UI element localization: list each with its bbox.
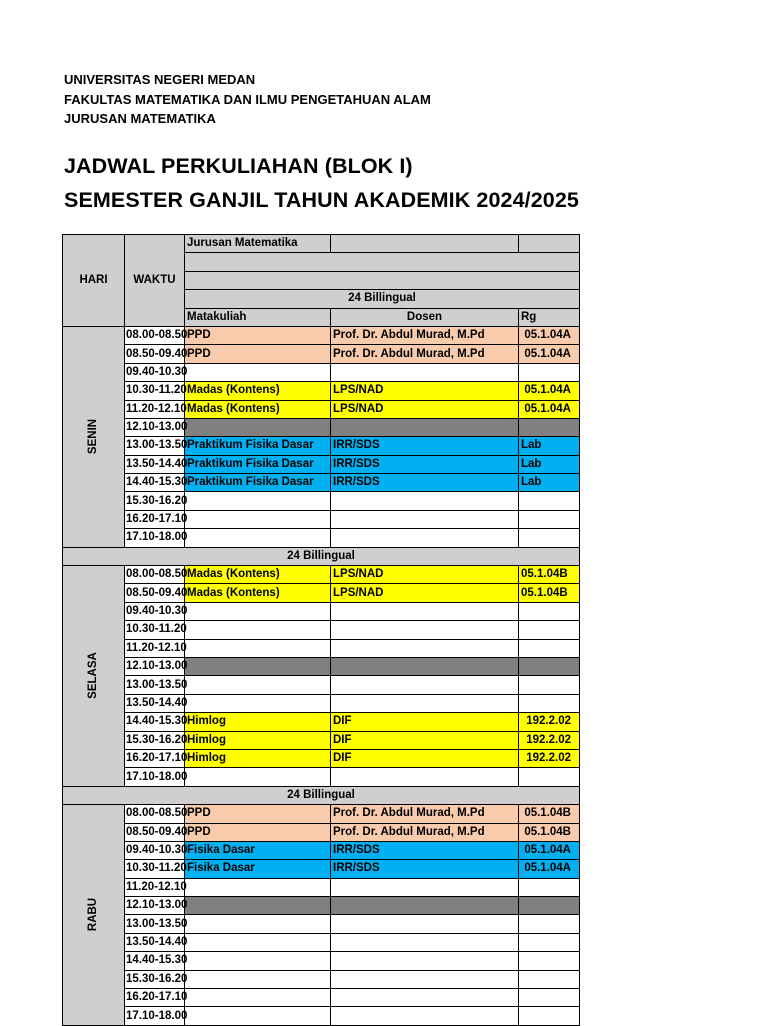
course-cell: PPD — [185, 345, 331, 363]
course-cell — [185, 952, 331, 970]
course-cell: Himlog — [185, 731, 331, 749]
lecturer-cell — [331, 1007, 519, 1025]
room-cell — [519, 989, 580, 1007]
time-slot: 08.00-08.50 — [125, 326, 185, 344]
course-cell — [185, 989, 331, 1007]
lecturer-cell — [331, 639, 519, 657]
class-separator-row — [63, 786, 580, 804]
schedule-row — [63, 510, 580, 528]
schedule-row — [63, 768, 580, 786]
course-cell — [185, 510, 331, 528]
lecturer-cell: LPS/NAD — [331, 400, 519, 418]
room-cell — [519, 621, 580, 639]
room-cell — [519, 1007, 580, 1025]
day-name: SELASA — [87, 652, 99, 700]
time-slot: 09.40-10.30 — [125, 841, 185, 859]
course-cell — [185, 639, 331, 657]
schedule-row — [63, 805, 580, 823]
schedule-row — [63, 492, 580, 510]
schedule-row — [63, 566, 580, 584]
time-slot: 12.10-13.00 — [125, 418, 185, 436]
course-cell: Himlog — [185, 749, 331, 767]
lecturer-cell: IRR/SDS — [331, 841, 519, 859]
schedule-row — [63, 326, 580, 344]
room-cell — [519, 510, 580, 528]
schedule-row — [63, 455, 580, 473]
course-cell: PPD — [185, 805, 331, 823]
class-label-separator: 24 Billingual — [63, 786, 580, 804]
lecturer-cell — [331, 694, 519, 712]
room-cell — [519, 952, 580, 970]
room-cell: 192.2.02 — [519, 731, 580, 749]
schedule-row — [63, 437, 580, 455]
lecturer-cell: DIF — [331, 731, 519, 749]
course-cell: Madas (Kontens) — [185, 566, 331, 584]
schedule-row — [63, 400, 580, 418]
lecturer-cell — [331, 657, 519, 675]
course-cell: Fisika Dasar — [185, 860, 331, 878]
schedule-table-body — [63, 235, 580, 1026]
course-cell: Himlog — [185, 713, 331, 731]
lecturer-cell — [331, 915, 519, 933]
institution-header — [64, 70, 431, 129]
time-slot: 17.10-18.00 — [125, 768, 185, 786]
time-slot: 15.30-16.20 — [125, 731, 185, 749]
room-cell — [519, 970, 580, 988]
time-slot: 10.30-11.20 — [125, 621, 185, 639]
course-cell: Madas (Kontens) — [185, 584, 331, 602]
course-cell: Praktikum Fisika Dasar — [185, 474, 331, 492]
time-slot: 14.40-15.30 — [125, 713, 185, 731]
day-cell — [63, 566, 125, 787]
time-slot: 08.50-09.40 — [125, 584, 185, 602]
time-slot: 11.20-12.10 — [125, 400, 185, 418]
time-slot: 14.40-15.30 — [125, 952, 185, 970]
lecturer-cell: IRR/SDS — [331, 860, 519, 878]
time-slot: 13.00-13.50 — [125, 437, 185, 455]
schedule-row — [63, 345, 580, 363]
schedule-row — [63, 1007, 580, 1025]
header-blank-cell — [185, 253, 580, 271]
course-cell — [185, 933, 331, 951]
room-cell: Lab — [519, 474, 580, 492]
time-slot: 16.20-17.10 — [125, 989, 185, 1007]
course-cell — [185, 915, 331, 933]
time-slot: 16.20-17.10 — [125, 749, 185, 767]
header-dosen: Dosen — [331, 308, 519, 326]
day-cell — [63, 805, 125, 1026]
course-cell — [185, 897, 331, 915]
time-slot: 17.10-18.00 — [125, 529, 185, 547]
lecturer-cell — [331, 878, 519, 896]
room-cell — [519, 639, 580, 657]
schedule-row — [63, 584, 580, 602]
room-cell — [519, 602, 580, 620]
schedule-row — [63, 363, 580, 381]
time-slot: 17.10-18.00 — [125, 1007, 185, 1025]
room-cell — [519, 694, 580, 712]
time-slot: 09.40-10.30 — [125, 602, 185, 620]
schedule-table — [62, 234, 580, 1026]
time-slot: 14.40-15.30 — [125, 474, 185, 492]
schedule-row — [63, 989, 580, 1007]
header-class-label: 24 Billingual — [185, 290, 580, 308]
course-cell: Fisika Dasar — [185, 841, 331, 859]
time-slot: 08.50-09.40 — [125, 823, 185, 841]
time-slot: 13.00-13.50 — [125, 915, 185, 933]
room-cell: 05.1.04A — [519, 345, 580, 363]
course-cell — [185, 676, 331, 694]
course-cell — [185, 529, 331, 547]
room-cell — [519, 897, 580, 915]
course-cell — [185, 878, 331, 896]
time-slot: 10.30-11.20 — [125, 382, 185, 400]
schedule-row — [63, 676, 580, 694]
schedule-sheet — [62, 234, 580, 1022]
schedule-row — [63, 713, 580, 731]
class-label-separator: 24 Billingual — [63, 547, 580, 565]
lecturer-cell — [331, 676, 519, 694]
course-cell — [185, 602, 331, 620]
room-cell: Lab — [519, 455, 580, 473]
schedule-row — [63, 897, 580, 915]
lecturer-cell — [331, 970, 519, 988]
time-slot: 15.30-16.20 — [125, 492, 185, 510]
schedule-row — [63, 749, 580, 767]
schedule-row — [63, 878, 580, 896]
schedule-row — [63, 621, 580, 639]
header-rg: Rg — [519, 308, 580, 326]
university-name: UNIVERSITAS NEGERI MEDAN — [64, 72, 256, 87]
header-matakuliah: Matakuliah — [185, 308, 331, 326]
room-cell: 192.2.02 — [519, 713, 580, 731]
course-cell: Praktikum Fisika Dasar — [185, 437, 331, 455]
time-slot: 10.30-11.20 — [125, 860, 185, 878]
time-slot: 09.40-10.30 — [125, 363, 185, 381]
time-slot: 13.50-14.40 — [125, 455, 185, 473]
time-slot: 13.50-14.40 — [125, 933, 185, 951]
room-cell: 05.1.04B — [519, 823, 580, 841]
room-cell — [519, 418, 580, 436]
schedule-row — [63, 418, 580, 436]
lecturer-cell — [331, 952, 519, 970]
lecturer-cell: IRR/SDS — [331, 474, 519, 492]
schedule-row — [63, 915, 580, 933]
lecturer-cell: Prof. Dr. Abdul Murad, M.Pd — [331, 326, 519, 344]
header-waktu: WAKTU — [125, 235, 185, 327]
lecturer-cell: Prof. Dr. Abdul Murad, M.Pd — [331, 823, 519, 841]
lecturer-cell — [331, 897, 519, 915]
room-cell: 05.1.04A — [519, 326, 580, 344]
course-cell: PPD — [185, 326, 331, 344]
lecturer-cell — [331, 933, 519, 951]
schedule-row — [63, 529, 580, 547]
course-cell — [185, 492, 331, 510]
department-name: JURUSAN MATEMATIKA — [64, 111, 216, 126]
room-cell: 05.1.04A — [519, 860, 580, 878]
title-line-2: SEMESTER GANJIL TAHUN AKADEMIK 2024/2025 — [64, 188, 579, 212]
lecturer-cell — [331, 989, 519, 1007]
course-cell — [185, 657, 331, 675]
room-cell — [519, 363, 580, 381]
lecturer-cell: LPS/NAD — [331, 584, 519, 602]
course-cell — [185, 363, 331, 381]
day-name: SENIN — [87, 419, 99, 455]
schedule-row — [63, 639, 580, 657]
time-slot: 12.10-13.00 — [125, 897, 185, 915]
schedule-row — [63, 860, 580, 878]
lecturer-cell — [331, 602, 519, 620]
schedule-row — [63, 731, 580, 749]
course-cell: Madas (Kontens) — [185, 400, 331, 418]
day-cell — [63, 326, 125, 547]
class-separator-row — [63, 547, 580, 565]
course-cell — [185, 621, 331, 639]
time-slot: 13.00-13.50 — [125, 676, 185, 694]
time-slot: 15.30-16.20 — [125, 970, 185, 988]
course-cell — [185, 418, 331, 436]
lecturer-cell — [331, 363, 519, 381]
room-cell — [519, 933, 580, 951]
time-slot: 11.20-12.10 — [125, 878, 185, 896]
room-cell — [519, 676, 580, 694]
room-cell: 05.1.04B — [519, 566, 580, 584]
schedule-row — [63, 823, 580, 841]
course-cell — [185, 694, 331, 712]
lecturer-cell: DIF — [331, 749, 519, 767]
room-cell — [519, 529, 580, 547]
document-title — [64, 150, 579, 218]
schedule-row — [63, 841, 580, 859]
header-jurusan: Jurusan Matematika — [185, 235, 331, 253]
schedule-row — [63, 933, 580, 951]
time-slot: 13.50-14.40 — [125, 694, 185, 712]
schedule-row — [63, 952, 580, 970]
header-hari: HARI — [63, 235, 125, 327]
day-name: RABU — [86, 898, 99, 932]
faculty-name: FAKULTAS MATEMATIKA DAN ILMU PENGETAHUAN ALAM — [64, 91, 431, 107]
lecturer-cell — [331, 418, 519, 436]
time-slot: 16.20-17.10 — [125, 510, 185, 528]
lecturer-cell: IRR/SDS — [331, 455, 519, 473]
header-blank-cell — [185, 271, 580, 289]
room-cell: 05.1.04B — [519, 805, 580, 823]
course-cell — [185, 1007, 331, 1025]
schedule-row — [63, 694, 580, 712]
course-cell — [185, 768, 331, 786]
header-row-1 — [63, 235, 580, 253]
room-cell — [519, 768, 580, 786]
room-cell — [519, 915, 580, 933]
room-cell: 05.1.04B — [519, 584, 580, 602]
header-blank-cell — [519, 235, 580, 253]
room-cell: 192.2.02 — [519, 749, 580, 767]
lecturer-cell: Prof. Dr. Abdul Murad, M.Pd — [331, 345, 519, 363]
room-cell: 05.1.04A — [519, 382, 580, 400]
time-slot: 08.00-08.50 — [125, 566, 185, 584]
room-cell — [519, 878, 580, 896]
course-cell: Praktikum Fisika Dasar — [185, 455, 331, 473]
lecturer-cell: IRR/SDS — [331, 437, 519, 455]
schedule-row — [63, 970, 580, 988]
schedule-row — [63, 382, 580, 400]
lecturer-cell — [331, 510, 519, 528]
room-cell: Lab — [519, 437, 580, 455]
room-cell: 05.1.04A — [519, 841, 580, 859]
room-cell: 05.1.04A — [519, 400, 580, 418]
lecturer-cell — [331, 621, 519, 639]
lecturer-cell — [331, 492, 519, 510]
course-cell: Madas (Kontens) — [185, 382, 331, 400]
header-blank-cell — [331, 235, 519, 253]
lecturer-cell — [331, 768, 519, 786]
room-cell — [519, 657, 580, 675]
time-slot: 08.00-08.50 — [125, 805, 185, 823]
lecturer-cell: DIF — [331, 713, 519, 731]
schedule-row — [63, 474, 580, 492]
lecturer-cell: LPS/NAD — [331, 566, 519, 584]
room-cell — [519, 492, 580, 510]
lecturer-cell: Prof. Dr. Abdul Murad, M.Pd — [331, 805, 519, 823]
time-slot: 11.20-12.10 — [125, 639, 185, 657]
time-slot: 08.50-09.40 — [125, 345, 185, 363]
schedule-row — [63, 657, 580, 675]
course-cell: PPD — [185, 823, 331, 841]
schedule-row — [63, 602, 580, 620]
title-line-1: JADWAL PERKULIAHAN (BLOK I) — [64, 154, 413, 178]
course-cell — [185, 970, 331, 988]
lecturer-cell: LPS/NAD — [331, 382, 519, 400]
time-slot: 12.10-13.00 — [125, 657, 185, 675]
lecturer-cell — [331, 529, 519, 547]
